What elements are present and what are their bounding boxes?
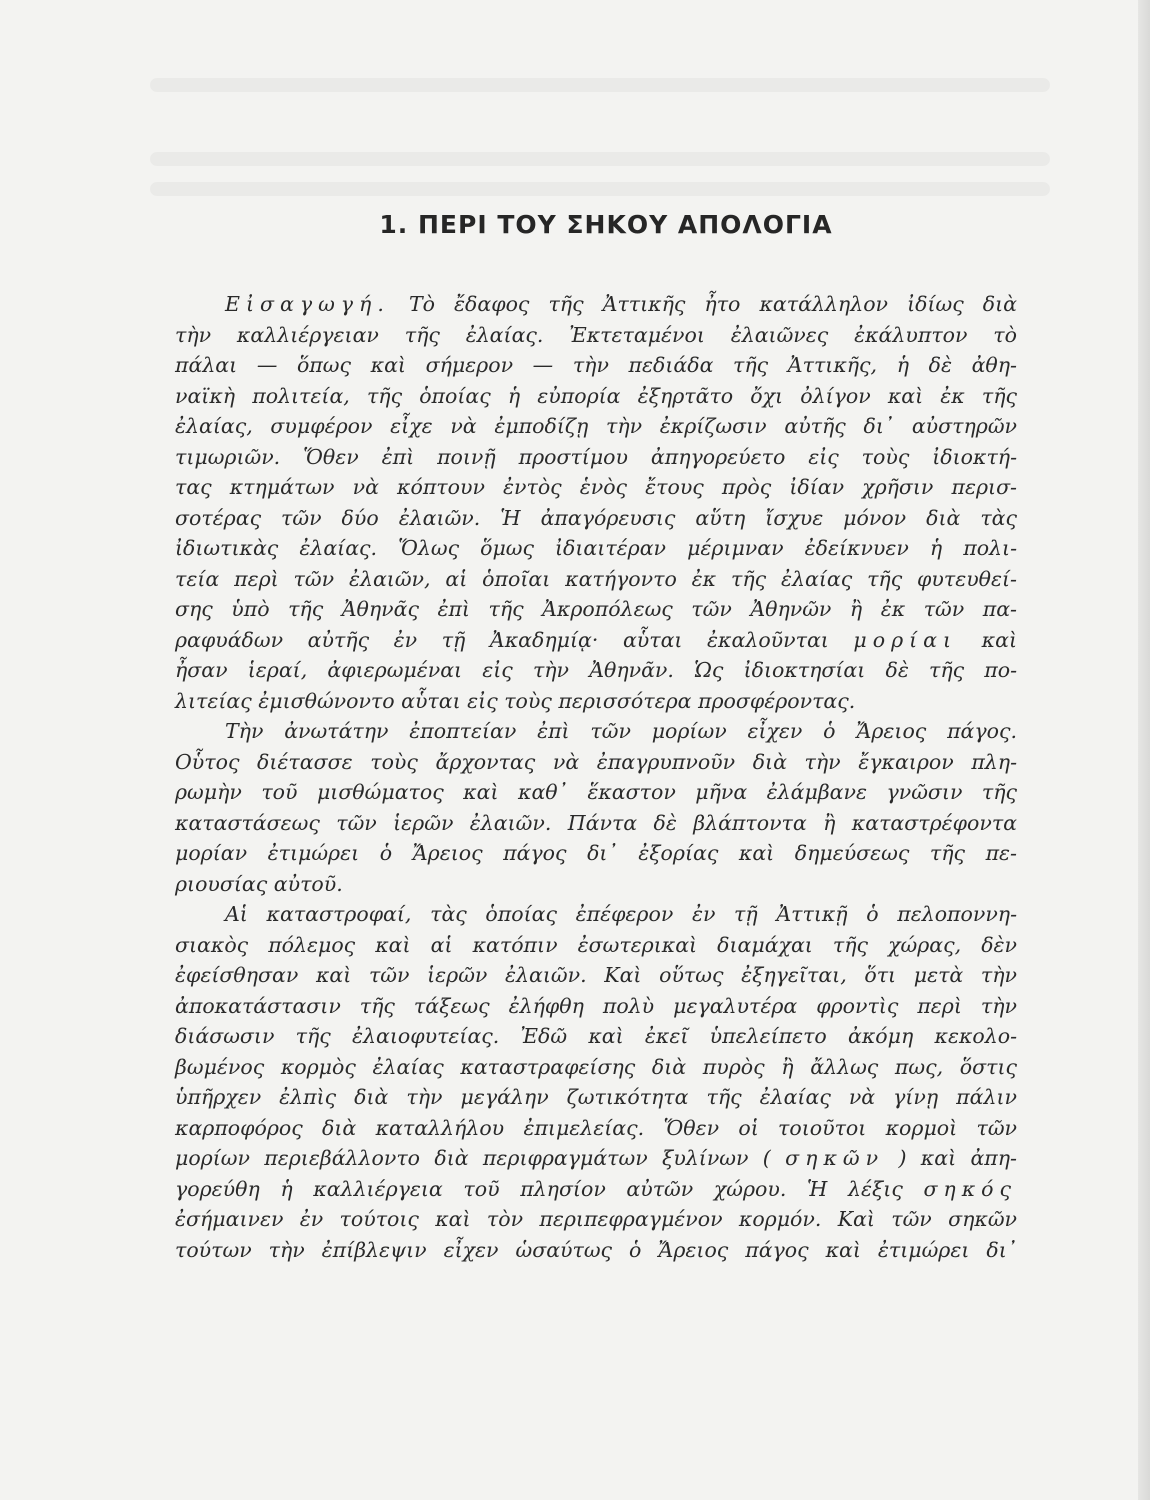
text-line: ἰδιωτικὰς ἐλαίας. Ὅλως ὅμως ἰδιαιτέραν μέριμναν ἐδείκνυεν ἡ πολι- — [175, 536, 1017, 560]
text-line: τὴν καλλιέργειαν τῆς ἐλαίας. Ἐκτεταμένοι ἐλαιῶνες ἐκάλυπτον τὸ — [175, 322, 1017, 347]
text-line: ὑπῆρχεν ἐλπὶς διὰ τὴν μεγάλην ζωτικότητα τῆς ἐλαίας νὰ γίνῃ πάλιν — [175, 1085, 1017, 1109]
text-line: ἐφείσθησαν καὶ τῶν ἱερῶν ἐλαιῶν. Καὶ οὕτως ἐξηγεῖται, ὅτι μετὰ τὴν — [175, 963, 1017, 987]
text-line: λιτείας ἐμισθώνοντο αὗται εἰς τοὺς περισσότερα προσφέροντας. — [175, 688, 856, 713]
paragraph-introduction — [175, 289, 1017, 716]
emphasized-term: σηκός — [923, 1176, 1017, 1201]
emphasized-term: μορίαι — [853, 627, 958, 652]
text-line: μορίων περιεβάλλοντο διὰ περιφραγμάτων ξυλίνων ( σηκῶν ) καὶ ἀπη- — [175, 1146, 1017, 1170]
chapter-title: 1. ΠΕΡΙ ΤΟΥ ΣΗΚΟΥ ΑΠΟΛΟΓΙΑ — [379, 210, 833, 239]
text-line: ἐλαίας, συμφέρον εἶχε νὰ ἐμποδίζῃ τὴν ἐκρίζωσιν αὐτῆς δι᾽ αὐστηρῶν — [175, 414, 1017, 438]
text-line: τιμωριῶν. Ὅθεν ἐπὶ ποινῇ προστίμου ἀπηγορεύετο εἰς τοὺς ἰδιοκτή- — [175, 444, 1017, 469]
text-line: καταστάσεως τῶν ἱερῶν ἐλαιῶν. Πάντα δὲ βλάπτοντα ἢ καταστρέφοντα — [175, 810, 1017, 835]
text-line: ρωμὴν τοῦ μισθώματος καὶ καθ᾽ ἕκαστον μῆνα ἐλάμβανε γνῶσιν τῆς — [175, 780, 1017, 804]
text-line: μορίαν ἐτιμώρει ὁ Ἄρειος πάγος δι᾽ ἐξορίας καὶ δημεύσεως τῆς πε- — [175, 841, 1017, 865]
text-line: τεία περὶ τῶν ἐλαιῶν, αἱ ὁποῖαι κατήγοντο ἐκ τῆς ἐλαίας τῆς φυτευθεί- — [175, 566, 1017, 591]
text-line: ἀποκατάστασιν τῆς τάξεως ἐλήφθη πολὺ μεγαλυτέρα φροντὶς περὶ τὴν — [175, 993, 1017, 1018]
text-line: καρποφόρος διὰ καταλλήλου ἐπιμελείας. Ὅθεν οἱ τοιοῦτοι κορμοὶ τῶν — [175, 1115, 1017, 1140]
paragraph-destruction — [175, 899, 1017, 1265]
text-line: γορεύθη ἡ καλλιέργεια τοῦ πλησίον αὐτῶν χώρου. Ἡ λέξις σηκός — [175, 1176, 1017, 1201]
text-line: Οὗτος διέτασσε τοὺς ἄρχοντας νὰ ἐπαγρυπνοῦν διὰ τὴν ἔγκαιρον πλη- — [175, 749, 1017, 774]
page-edge — [1138, 0, 1150, 1500]
bleed-through-artifact — [150, 78, 1050, 92]
text-line: Εἰσαγωγή. Τὸ ἔδαφος τῆς Ἀττικῆς ἦτο κατάλληλον ἰδίως διὰ — [225, 292, 1017, 316]
text-line: ριουσίας αὐτοῦ. — [175, 871, 343, 896]
bleed-through-artifact — [150, 152, 1050, 166]
text-line: βωμένος κορμὸς ἐλαίας καταστραφείσης διὰ πυρὸς ἢ ἄλλως πως, ὅστις — [175, 1054, 1017, 1079]
text-line: ἐσήμαινεν ἐν τούτοις καὶ τὸν περιπεφραγμένον κορμόν. Καὶ τῶν σηκῶν — [175, 1207, 1017, 1231]
text-line: σιακὸς πόλεμος καὶ αἱ κατόπιν ἐσωτερικαὶ διαμάχαι τῆς χώρας, δὲν — [175, 932, 1017, 957]
text-line: ναϊκὴ πολιτεία, τῆς ὁποίας ἡ εὐπορία ἐξηρτᾶτο ὄχι ὀλίγον καὶ ἐκ τῆς — [175, 383, 1017, 408]
text-line: Αἱ καταστροφαί, τὰς ὁποίας ἐπέφερον ἐν τῇ Ἀττικῇ ὁ πελοποννη- — [225, 902, 1017, 926]
page-content — [175, 210, 1017, 1265]
text-line: σης ὑπὸ τῆς Ἀθηνᾶς ἐπὶ τῆς Ἀκροπόλεως τῶν Ἀθηνῶν ἢ ἐκ τῶν πα- — [175, 597, 1017, 621]
text-line: Τὴν ἀνωτάτην ἐποπτείαν ἐπὶ τῶν μορίων εἶχεν ὁ Ἄρειος πάγος. — [225, 719, 1017, 743]
section-heading: Εἰσαγωγή. — [225, 292, 390, 316]
text-line: ραφυάδων αὐτῆς ἐν τῇ Ἀκαδημίᾳ· αὗται ἐκαλοῦνται μορίαι καὶ — [175, 627, 1017, 652]
bleed-through-artifact — [150, 182, 1050, 196]
paragraph-areopagus — [175, 716, 1017, 899]
text-line: διάσωσιν τῆς ἐλαιοφυτείας. Ἐδῶ καὶ ἐκεῖ ὑπελείπετο ἀκόμη κεκολο- — [175, 1024, 1017, 1048]
text-line: πάλαι — ὅπως καὶ σήμερον — τὴν πεδιάδα τῆς Ἀττικῆς, ἡ δὲ ἀθη- — [175, 353, 1017, 377]
text-line: σοτέρας τῶν δύο ἐλαιῶν. Ἡ ἀπαγόρευσις αὕτη ἴσχυε μόνον διὰ τὰς — [175, 505, 1017, 530]
emphasized-term: σηκῶν — [785, 1146, 885, 1170]
text-line: τούτων τὴν ἐπίβλεψιν εἶχεν ὡσαύτως ὁ Ἄρειος πάγος καὶ ἐτιμώρει δι᾽ — [175, 1237, 1017, 1262]
text-line: ἦσαν ἱεραί, ἀφιερωμέναι εἰς τὴν Ἀθηνᾶν. Ὡς ἰδιοκτησίαι δὲ τῆς πο- — [175, 658, 1017, 682]
text-line: τας κτημάτων νὰ κόπτουν ἐντὸς ἑνὸς ἔτους πρὸς ἰδίαν χρῆσιν περισ- — [175, 475, 1017, 499]
